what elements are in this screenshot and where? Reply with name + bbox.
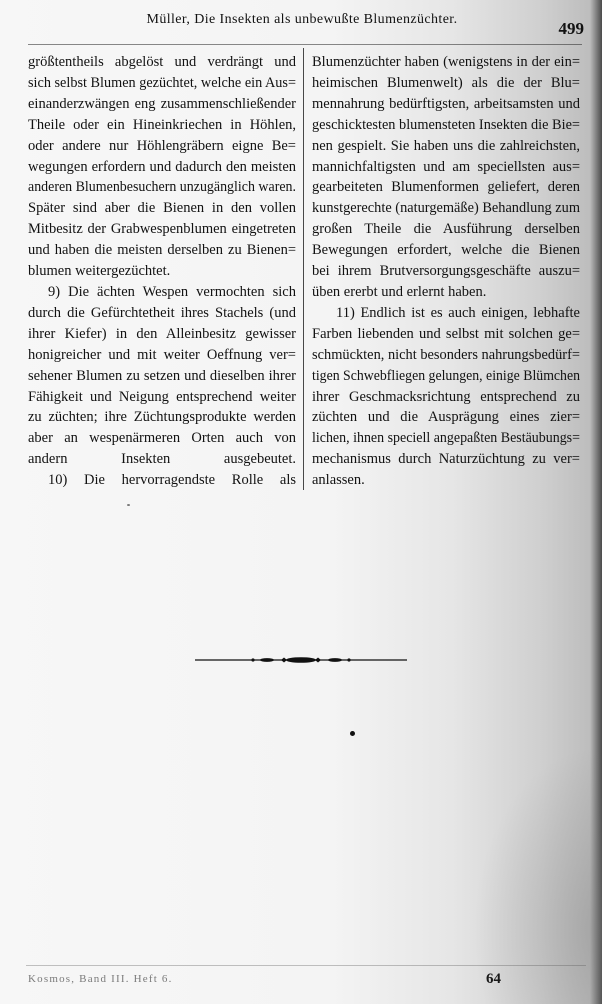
text-line: Farben liebenden und selbst mit solchen ge=	[312, 325, 580, 342]
text-line: gearbeiteten Blumenformen geliefert, deren	[312, 179, 580, 196]
text-line: größtentheils abgelöst und verdrängt und	[28, 54, 296, 70]
text-line: heimischen Blumenwelt) als die der Blu=	[312, 74, 580, 91]
text-line: bei ihrem Brutversorgungsgeschäfte auszu=	[312, 263, 580, 280]
running-title: Müller, Die Insekten als unbewußte Blumenzüchter.	[146, 12, 458, 27]
text-line: üben ererbt und erlernt haben.	[312, 283, 487, 300]
text-line: Später sind aber die Bienen in den vollen	[28, 200, 296, 217]
text-line: andern Insekten ausgebeutet.	[28, 451, 296, 468]
text-line: mannichfaltigsten und am speciellsten aus=	[312, 158, 580, 175]
page-number: 499	[558, 19, 584, 38]
text-line: einanderzwängen eng zusammenschließender	[28, 95, 296, 112]
footer-signature: Kosmos, Band III. Heft 6.	[28, 973, 173, 985]
paragraph	[312, 52, 580, 303]
text-line: Bewegungen erfordert, welche die Bienen	[312, 242, 580, 259]
paragraph	[28, 52, 296, 282]
text-line: mennahrung bedürftigsten, arbeitsamsten und	[312, 95, 580, 112]
text-line: schmückten, nicht besonders nahrungsbedürf=	[312, 346, 580, 363]
text-line: sich selbst Blumen gezüchtet, welche ein Aus=	[28, 74, 296, 91]
text-line: blumen weitergezüchtet.	[28, 263, 171, 280]
text-line: Fähigkeit und Neigung entsprechend weiter	[28, 388, 296, 405]
sheet-number: 64	[486, 971, 501, 987]
text-line: ihrer Kiefer) in den Alleinbesitz gewisser	[28, 325, 296, 342]
text-line: großen Theile die Ausführung derselben	[312, 221, 580, 238]
header-rule	[28, 44, 582, 45]
text-line: 11) Endlich ist es auch einigen, lebhafte	[336, 304, 580, 321]
text-line: kunstgerechte (naturgemäße) Behandlung zum	[312, 200, 580, 217]
text-line: honigreicher und mit weiter Oeffnung ver=	[28, 346, 296, 363]
paragraph	[28, 470, 296, 491]
ink-dot	[350, 731, 355, 736]
text-line: züchten und die Ausprägung eines zier=	[312, 409, 580, 426]
paragraph	[28, 282, 296, 470]
ornamental-rule	[195, 652, 407, 668]
text-line: 10) Die hervorragendste Rolle als	[48, 472, 296, 489]
ink-speck	[127, 504, 130, 506]
text-line: und haben die meisten derselben zu Bienen=	[28, 242, 296, 259]
text-line: oder andere nur Höhlengräbern eigne Be=	[28, 137, 296, 154]
text-line: durch die Gefürchtetheit ihres Stachels (und	[28, 304, 296, 321]
text-line: sehener Blumen zu setzen und dieselben ihrer	[28, 367, 296, 384]
text-line: Blumenzüchter haben (wenigstens in der ein=	[312, 54, 580, 70]
text-line: ihrer Geschmacksrichtung entsprechend zu	[312, 388, 580, 405]
text-line: mechanismus durch Naturzüchtung zu ver=	[312, 451, 580, 468]
text-line: 9) Die ächten Wespen vermochten sich	[48, 283, 296, 300]
text-line: geschicktesten blumensteten Insekten die Bie=	[312, 116, 580, 133]
footer-rule	[26, 965, 586, 966]
paragraph	[312, 303, 580, 491]
right-column	[312, 52, 580, 491]
text-line: lichen, ihnen speciell angepaßten Bestäubungs=	[312, 430, 580, 447]
column-divider	[303, 48, 304, 490]
text-line: Theile oder ein Hineinkriechen in Höhlen,	[28, 116, 296, 133]
left-column	[28, 52, 296, 491]
text-line: anderen Blumenbesuchern unzugänglich waren.	[28, 179, 296, 196]
text-line: anlassen.	[312, 472, 365, 489]
text-line: wegungen erfordern und dadurch den meisten	[28, 158, 296, 175]
text-line: nen gespielt. Sie haben uns die zahlreichsten,	[312, 137, 580, 154]
text-line: Mitbesitz der Grabwespenblumen eingetreten	[28, 221, 296, 238]
text-line: aber an wespenärmeren Orten auch von	[28, 430, 296, 447]
text-line: tigen Schwebfliegen gelungen, einige Blümchen	[312, 367, 580, 384]
text-line: zu züchten; ihre Züchtungsprodukte werden	[28, 409, 296, 426]
